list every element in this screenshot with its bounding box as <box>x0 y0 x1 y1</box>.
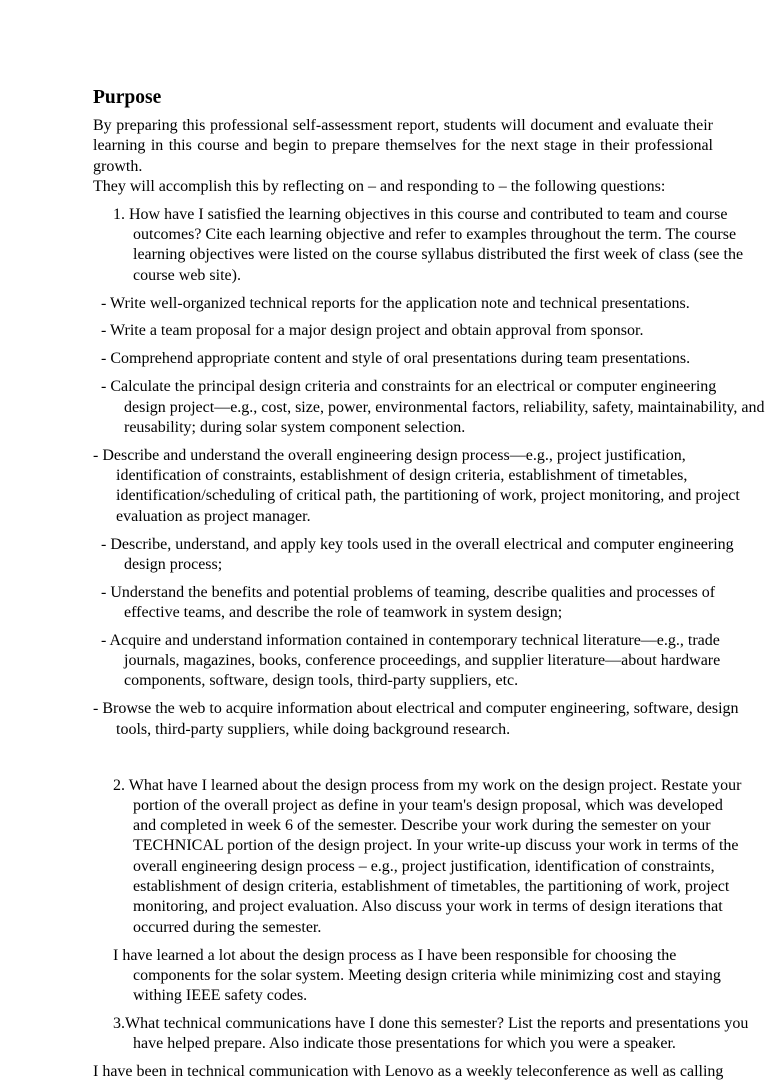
text-line: design project—e.g., cost, size, power, environmental factors, reliability, safety, maintainability, and <box>124 398 765 416</box>
objective-item <box>93 583 716 624</box>
text-line: occurred during the semester. <box>133 918 322 936</box>
text-line: - Calculate the principal design criteria and constraints for an electrical or computer engineering <box>101 378 717 396</box>
blank-line <box>93 748 713 776</box>
learning-objectives-list <box>93 294 765 740</box>
objective-item <box>93 699 739 740</box>
text-line: By preparing this professional self-assessment report, students will document and evaluate their <box>93 117 713 134</box>
text-line: I have been in technical communication with Lenovo as a weekly teleconference as well as calling <box>93 1063 724 1081</box>
objective-item <box>93 377 765 438</box>
objective-item <box>93 349 713 369</box>
text-line: - Comprehend appropriate content and style of oral presentations during team presentations. <box>101 350 691 368</box>
question-2 <box>93 776 742 938</box>
text-line: 3.What technical communications have I done this semester? List the reports and presentations you <box>113 1015 749 1032</box>
objective-item <box>93 631 721 692</box>
text-line: They will accomplish this by reflecting on – and responding to – the following questions: <box>93 177 666 195</box>
text-line: identification of constraints, establishment of design criteria, establishment of timetables, <box>116 467 688 485</box>
text-line: TECHNICAL portion of the design project. In your write-up discuss your work in terms of the <box>133 837 739 855</box>
text-line: effective teams, and describe the role of teamwork in system design; <box>124 603 563 621</box>
text-line: outcomes? Cite each learning objective and refer to examples throughout the term. The course <box>133 226 737 244</box>
document-page <box>93 86 765 1090</box>
text-line: 2. What have I learned about the design process from my work on the design project. Restate your <box>113 776 742 794</box>
text-line: - Write well-organized technical reports for the application note and technical presentations. <box>101 294 690 312</box>
text-line: design process; <box>124 555 223 573</box>
answer-3 <box>93 1062 724 1082</box>
text-line: - Describe, understand, and apply key tools used in the overall electrical and computer engineering <box>101 535 734 553</box>
text-line: - Describe and understand the overall engineering design process—e.g., project justification, <box>93 446 686 464</box>
text-line: reusability; during solar system component selection. <box>124 418 466 436</box>
objective-item <box>93 321 713 341</box>
section-heading: Purpose <box>93 87 162 108</box>
text-line: - Browse the web to acquire information about electrical and computer engineering, software, design <box>93 700 739 718</box>
text-line: course web site). <box>133 266 241 284</box>
text-line: journals, magazines, books, conference proceedings, and supplier literature—about hardware <box>124 652 721 670</box>
text-line: withing IEEE safety codes. <box>133 987 308 1005</box>
text-line: learning in this course and begin to prepare themselves for the next stage in their professional growth. <box>93 137 713 175</box>
text-line: monitoring, and project evaluation. Also discuss your work in terms of design iterations that <box>133 898 723 916</box>
question-3 <box>93 1014 749 1055</box>
intro-paragraph <box>93 116 713 197</box>
text-line: I have learned a lot about the design process as I have been responsible for choosing the <box>113 946 677 964</box>
objective-item <box>93 535 734 576</box>
text-line: - Acquire and understand information contained in contemporary technical literature—e.g., trade <box>101 631 720 649</box>
text-line: - Understand the benefits and potential problems of teaming, describe qualities and processes of <box>101 583 716 601</box>
text-line: learning objectives were listed on the course syllabus distributed the first week of class (see the <box>133 246 744 264</box>
text-line: portion of the overall project as define in your team's design proposal, which was developed <box>133 796 723 814</box>
text-line: overall engineering design process – e.g., project justification, identification of constraints, <box>133 857 715 875</box>
objective-item <box>93 294 713 314</box>
text-line: - Write a team proposal for a major design project and obtain approval from sponsor. <box>101 322 644 340</box>
answer-2 <box>93 946 721 1007</box>
objective-item <box>93 446 740 527</box>
text-line: establishment of design criteria, establishment of timetables, the partitioning of work, project <box>133 878 730 896</box>
text-line: 1. How have I satisfied the learning objectives in this course and contributed to team and course <box>113 205 728 223</box>
text-line: evaluation as project manager. <box>116 507 311 525</box>
text-line: identification/scheduling of critical path, the partitioning of work, project monitoring, and project <box>116 487 740 505</box>
text-line: components, software, design tools, third-party suppliers, etc. <box>124 672 519 690</box>
question-1 <box>93 205 744 286</box>
text-line: components for the solar system. Meeting design criteria while minimizing cost and staying <box>133 966 721 984</box>
text-line: and completed in week 6 of the semester. Describe your work during the semester on your <box>133 817 711 835</box>
text-line: have helped prepare. Also indicate those presentations for which you were a speaker. <box>133 1035 676 1053</box>
text-line: tools, third-party suppliers, while doing background research. <box>116 720 511 738</box>
